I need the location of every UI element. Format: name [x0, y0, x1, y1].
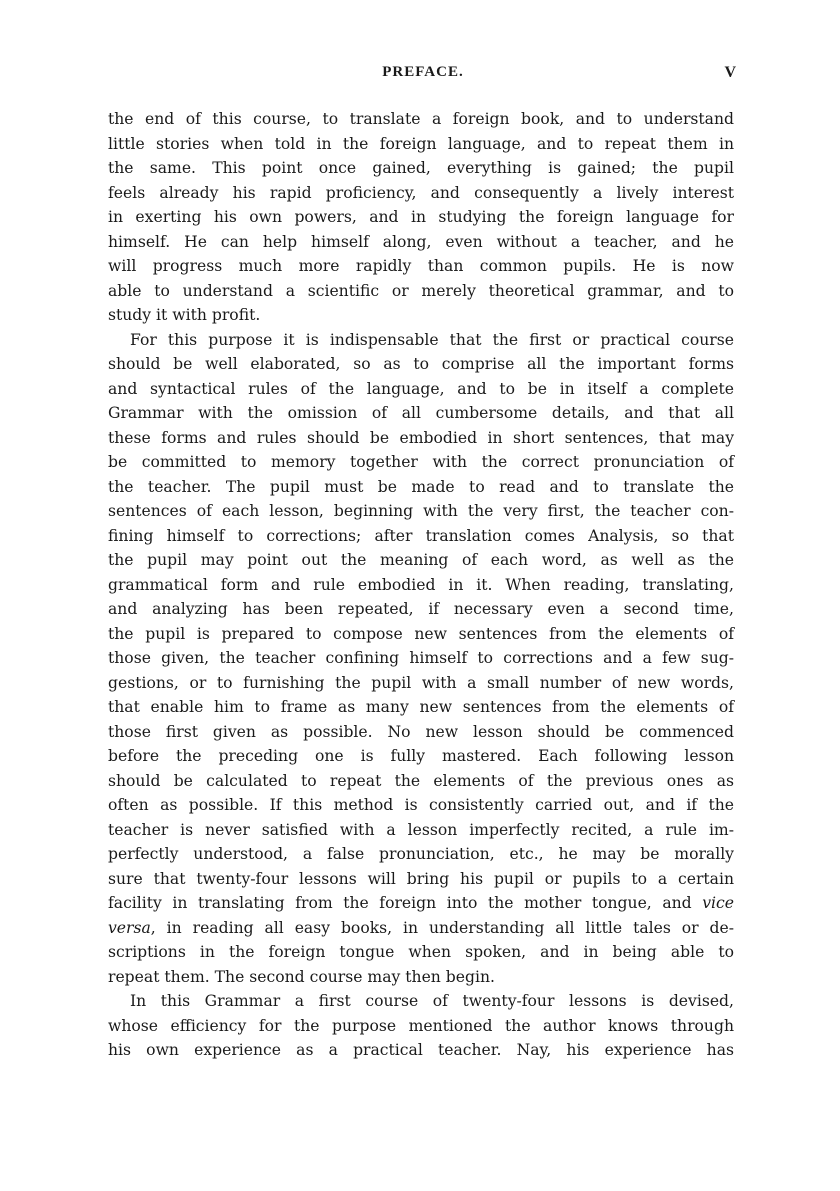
text-line: be committed to memory together with the correct pronunciation of	[108, 453, 734, 471]
text-line: the pupil is prepared to compose new sentences from the elements of	[108, 624, 734, 643]
text-line: and syntactical rules of the language, and to be in itself a complete	[108, 379, 734, 398]
text-line: that enable him to frame as many new sentences from the elements of	[108, 698, 734, 716]
text-line: little stories when told in the foreign language, and to repeat them in	[108, 134, 734, 153]
text-segment: facility in translating from the foreign into the mother tongue, and	[108, 894, 703, 912]
italic-vice: vice	[702, 894, 734, 912]
text-line-versa	[108, 916, 734, 941]
text-line: able to understand a scientific or merely theoretical grammar, and to	[108, 281, 734, 300]
text-line: his own experience as a practical teacher. Nay, his experience has	[108, 1041, 734, 1059]
text-line: should be calculated to repeat the elements of the previous ones as	[108, 771, 734, 790]
text-line: teacher is never satisfied with a lesson imperfectly recited, a rule im-	[108, 820, 734, 839]
text-line: should be well elaborated, so as to comprise all the important forms	[108, 355, 734, 373]
text-line: the pupil may point out the meaning of each word, as well as the	[108, 551, 734, 569]
text-line: sure that twenty-four lessons will bring his pupil or pupils to a certain	[108, 869, 734, 888]
italic-versa: versa	[108, 918, 151, 937]
text-line: whose efficiency for the purpose mentioned the author knows through	[108, 1016, 734, 1035]
running-head	[108, 64, 738, 88]
text-line: those given, the teacher confining himself to corrections and a few sug-	[108, 649, 734, 667]
text-line: in exerting his own powers, and in studying the foreign language for	[108, 208, 734, 226]
text-segment: , in reading all easy books, in understanding all little tales or de-	[150, 918, 734, 937]
text-line: the same. This point once gained, everything is gained; the pupil	[108, 159, 734, 177]
text-line: often as possible. If this method is consistently carried out, and if the	[108, 796, 734, 814]
text-line: and analyzing has been repeated, if necessary even a second time,	[108, 600, 734, 618]
text-line: gestions, or to furnishing the pupil with a small number of new words,	[108, 673, 734, 692]
text-line-vice	[108, 891, 734, 916]
body-text	[108, 107, 734, 1063]
text-line: repeat them. The second course may then begin.	[108, 967, 495, 986]
header-title: PREFACE.	[382, 64, 464, 80]
text-line: In this Grammar a first course of twenty-four lessons is devised,	[130, 992, 734, 1010]
text-line: study it with profit.	[108, 306, 261, 324]
text-line: those first given as possible. No new lesson should be commenced	[108, 722, 734, 741]
text-line: will progress much more rapidly than common pupils. He is now	[108, 257, 734, 275]
text-line: sentences of each lesson, beginning with the very first, the teacher con-	[108, 502, 734, 520]
text-line: grammatical form and rule embodied in it. When reading, translating,	[108, 575, 734, 594]
text-line: Grammar with the omission of all cumbersome details, and that all	[108, 404, 734, 422]
text-line: the teacher. The pupil must be made to read and to translate the	[108, 477, 734, 496]
text-line: fining himself to corrections; after translation comes Analysis, so that	[108, 526, 734, 545]
text-line: these forms and rules should be embodied in short sentences, that may	[108, 428, 734, 447]
page-number: V	[724, 64, 736, 81]
text-line: perfectly understood, a false pronunciation, etc., he may be morally	[108, 845, 734, 863]
text-line: For this purpose it is indispensable that the first or practical course	[130, 330, 734, 349]
text-line: himself. He can help himself along, even without a teacher, and he	[108, 232, 734, 251]
text-line: the end of this course, to translate a foreign book, and to understand	[108, 110, 734, 128]
text-line: before the preceding one is fully mastered. Each following lesson	[108, 747, 734, 765]
text-line: feels already his rapid proficiency, and consequently a lively interest	[108, 183, 734, 202]
text-line: scriptions in the foreign tongue when spoken, and in being able to	[108, 943, 734, 961]
